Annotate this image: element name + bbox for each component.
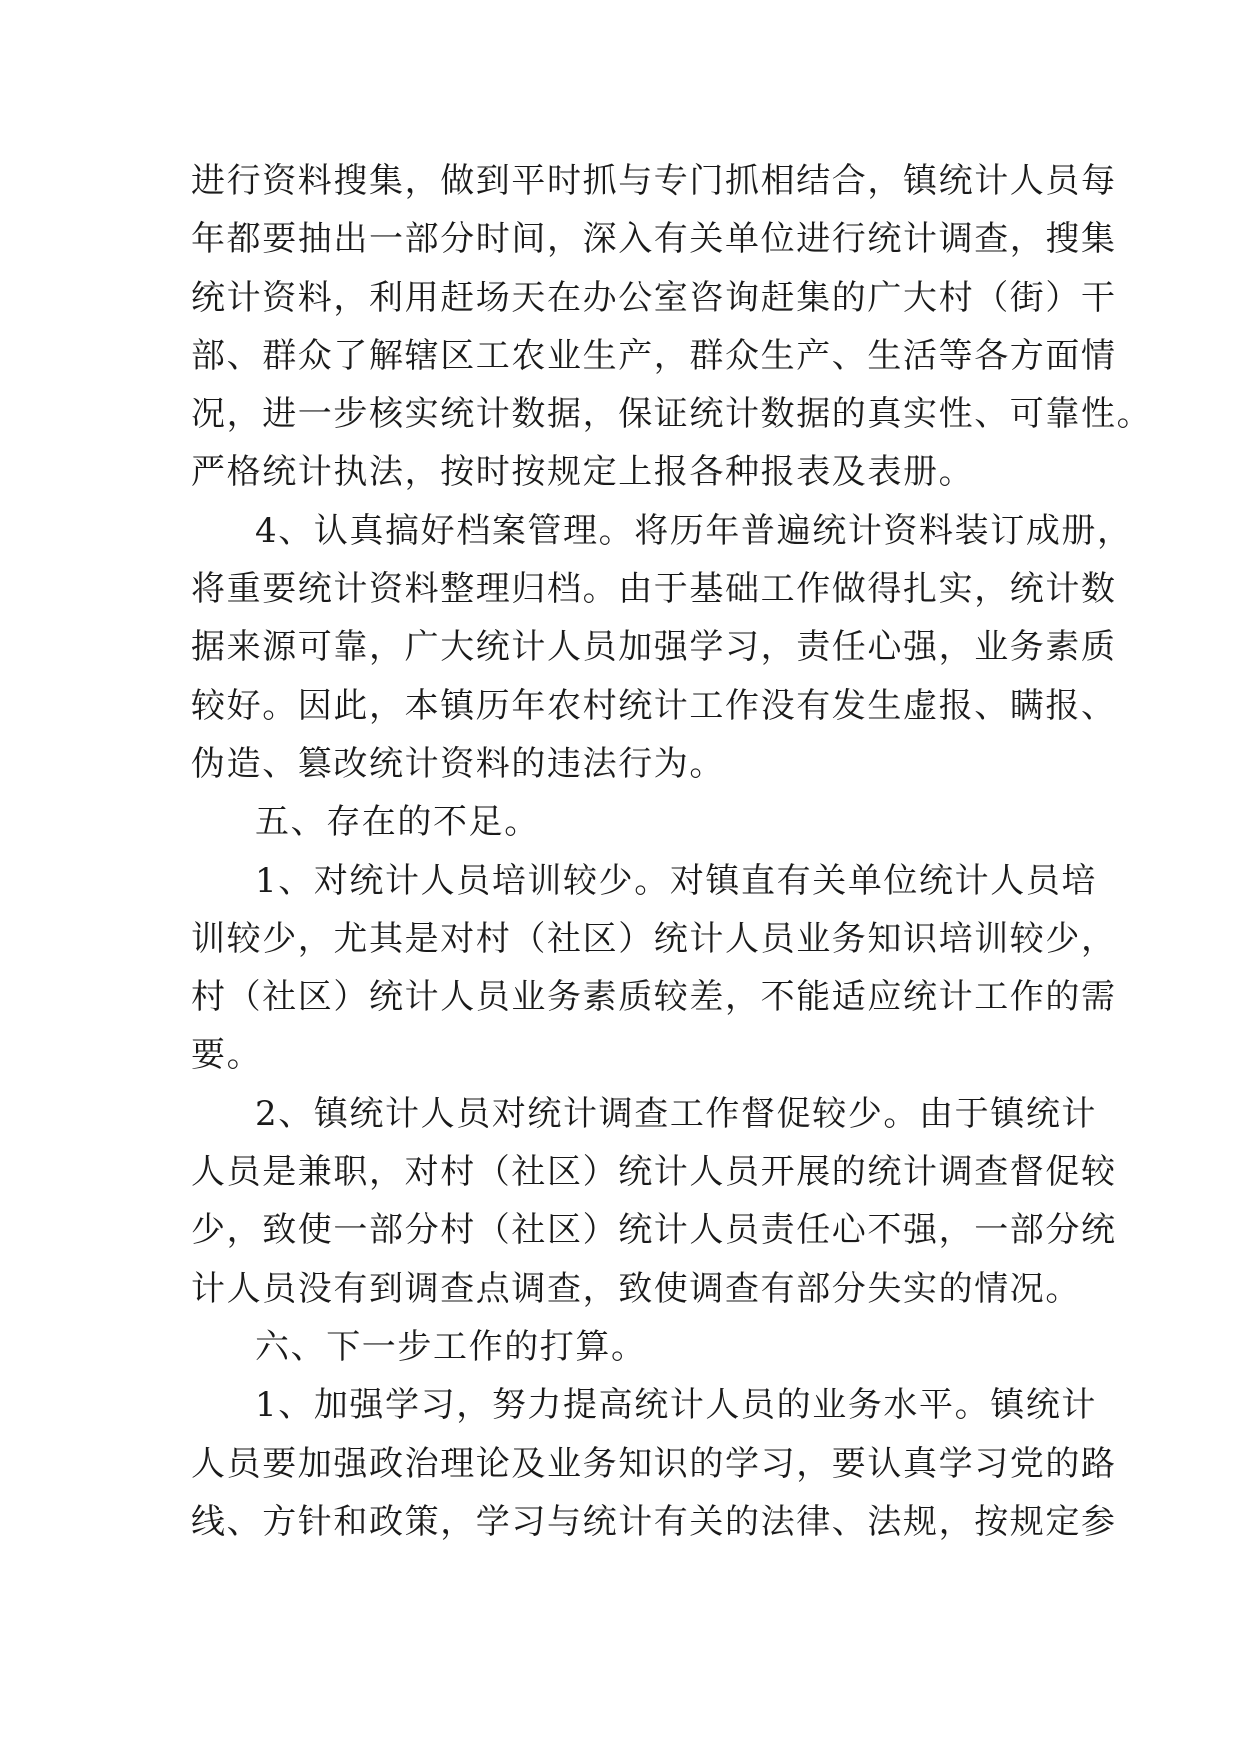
text-line: 4、认真搞好档案管理。将历年普遍统计资料装订成册，: [255, 510, 1133, 551]
text-line: 况，进一步核实统计数据，保证统计数据的真实性、可靠性。: [191, 394, 1153, 435]
text-line: 训较少，尤其是对村（社区）统计人员业务知识培训较少，: [191, 918, 1117, 959]
text-line: 较好。因此，本镇历年农村统计工作没有发生虚报、瞒报、: [191, 685, 1117, 726]
text-line: 统计资料，利用赶场天在办公室咨询赶集的广大村（街）干: [191, 277, 1117, 318]
text-line: 年都要抽出一部分时间，深入有关单位进行统计调查，搜集: [191, 219, 1117, 260]
text-line: 1、对统计人员培训较少。对镇直有关单位统计人员培: [255, 860, 1098, 901]
text-line: 人员要加强政治理论及业务知识的学习，要认真学习党的路: [191, 1443, 1117, 1484]
text-line: 少，致使一部分村（社区）统计人员责任心不强，一部分统: [191, 1210, 1117, 1251]
text-line: 严格统计执法，按时按规定上报各种报表及表册。: [191, 452, 975, 493]
text-line: 五、存在的不足。: [255, 802, 540, 843]
text-line: 2、镇统计人员对统计调查工作督促较少。由于镇统计: [255, 1093, 1098, 1134]
text-line: 计人员没有到调查点调查，致使调查有部分失实的情况。: [191, 1268, 1081, 1309]
document-body: [191, 152, 1153, 1551]
text-lines: [191, 152, 1153, 1551]
text-line: 要。: [191, 1035, 263, 1076]
text-line: 村（社区）统计人员业务素质较差，不能适应统计工作的需: [191, 977, 1117, 1018]
text-line: 伪造、篡改统计资料的违法行为。: [191, 743, 725, 784]
text-line: 据来源可靠，广大统计人员加强学习，责任心强，业务素质: [191, 627, 1117, 668]
text-line: 六、下一步工作的打算。: [255, 1326, 647, 1367]
text-line: 进行资料搜集，做到平时抓与专门抓相结合，镇统计人员每: [191, 161, 1117, 201]
text-line: 将重要统计资料整理归档。由于基础工作做得扎实，统计数: [191, 569, 1117, 610]
text-line: 人员是兼职，对村（社区）统计人员开展的统计调查督促较: [191, 1152, 1117, 1193]
text-line: 1、加强学习，努力提高统计人员的业务水平。镇统计: [255, 1385, 1098, 1426]
text-line: 线、方针和政策，学习与统计有关的法律、法规，按规定参: [191, 1501, 1117, 1542]
text-line: 部、群众了解辖区工农业生产，群众生产、生活等各方面情: [191, 335, 1117, 376]
